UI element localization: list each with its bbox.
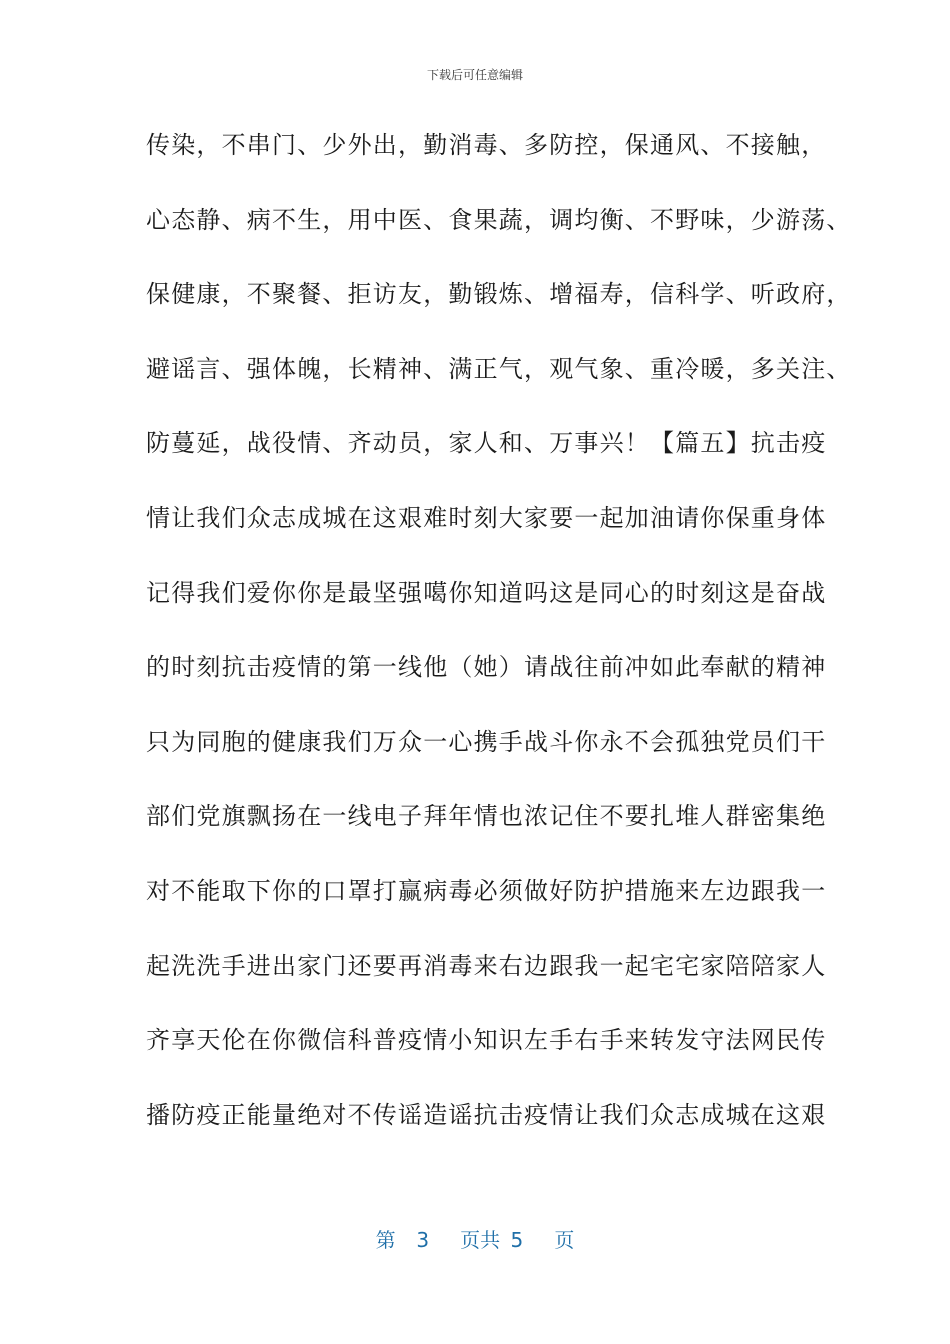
text-line: 起洗洗手进出家门还要再消毒来右边跟我一起宅宅家陪陪家人 — [146, 951, 827, 980]
text-line: 记得我们爱你你是最坚强噶你知道吗这是同心的时刻这是奋战 — [146, 578, 827, 607]
text-line: 避谣言、强体魄，长精神、满正气，观气象、重冷暖，多关注、 — [146, 354, 852, 383]
page-number-label: 第 3 页共 5 页 — [375, 1228, 575, 1252]
text-line: 齐享天伦在你微信科普疫情小知识左手右手来转发守法网民传 — [146, 1026, 827, 1055]
text-line: 保健康，不聚餐、拒访友，勤锻炼、增福寿，信科学、听政府， — [146, 280, 852, 309]
text-line: 防蔓延，战役情、齐动员，家人和、万事兴！【篇五】抗击疫 — [146, 429, 827, 458]
page-number-footer — [0, 1224, 950, 1253]
text-line: 部们党旗飘扬在一线电子拜年情也浓记住不要扎堆人群密集绝 — [146, 802, 827, 831]
text-line: 情让我们众志成城在这艰难时刻大家要一起加油请你保重身体 — [146, 503, 827, 532]
text-line: 的时刻抗击疫情的第一线他（她）请战往前冲如此奉献的精神 — [146, 653, 827, 682]
text-line: 心态静、病不生，用中医、食果蔬，调均衡、不野味，少游荡、 — [146, 205, 852, 234]
text-line: 只为同胞的健康我们万众一心携手战斗你永不会孤独党员们干 — [146, 727, 827, 756]
text-line: 播防疫正能量绝对不传谣造谣抗击疫情让我们众志成城在这艰 — [146, 1100, 827, 1129]
page-header: 下载后可任意编辑 — [426, 68, 523, 82]
text-line: 传染，不串门、少外出，勤消毒、多防控，保通风、不接触， — [146, 131, 827, 159]
text-line: 对不能取下你的口罩打赢病毒必须做好防护措施来左边跟我一 — [146, 876, 827, 905]
document-body — [146, 120, 852, 1164]
